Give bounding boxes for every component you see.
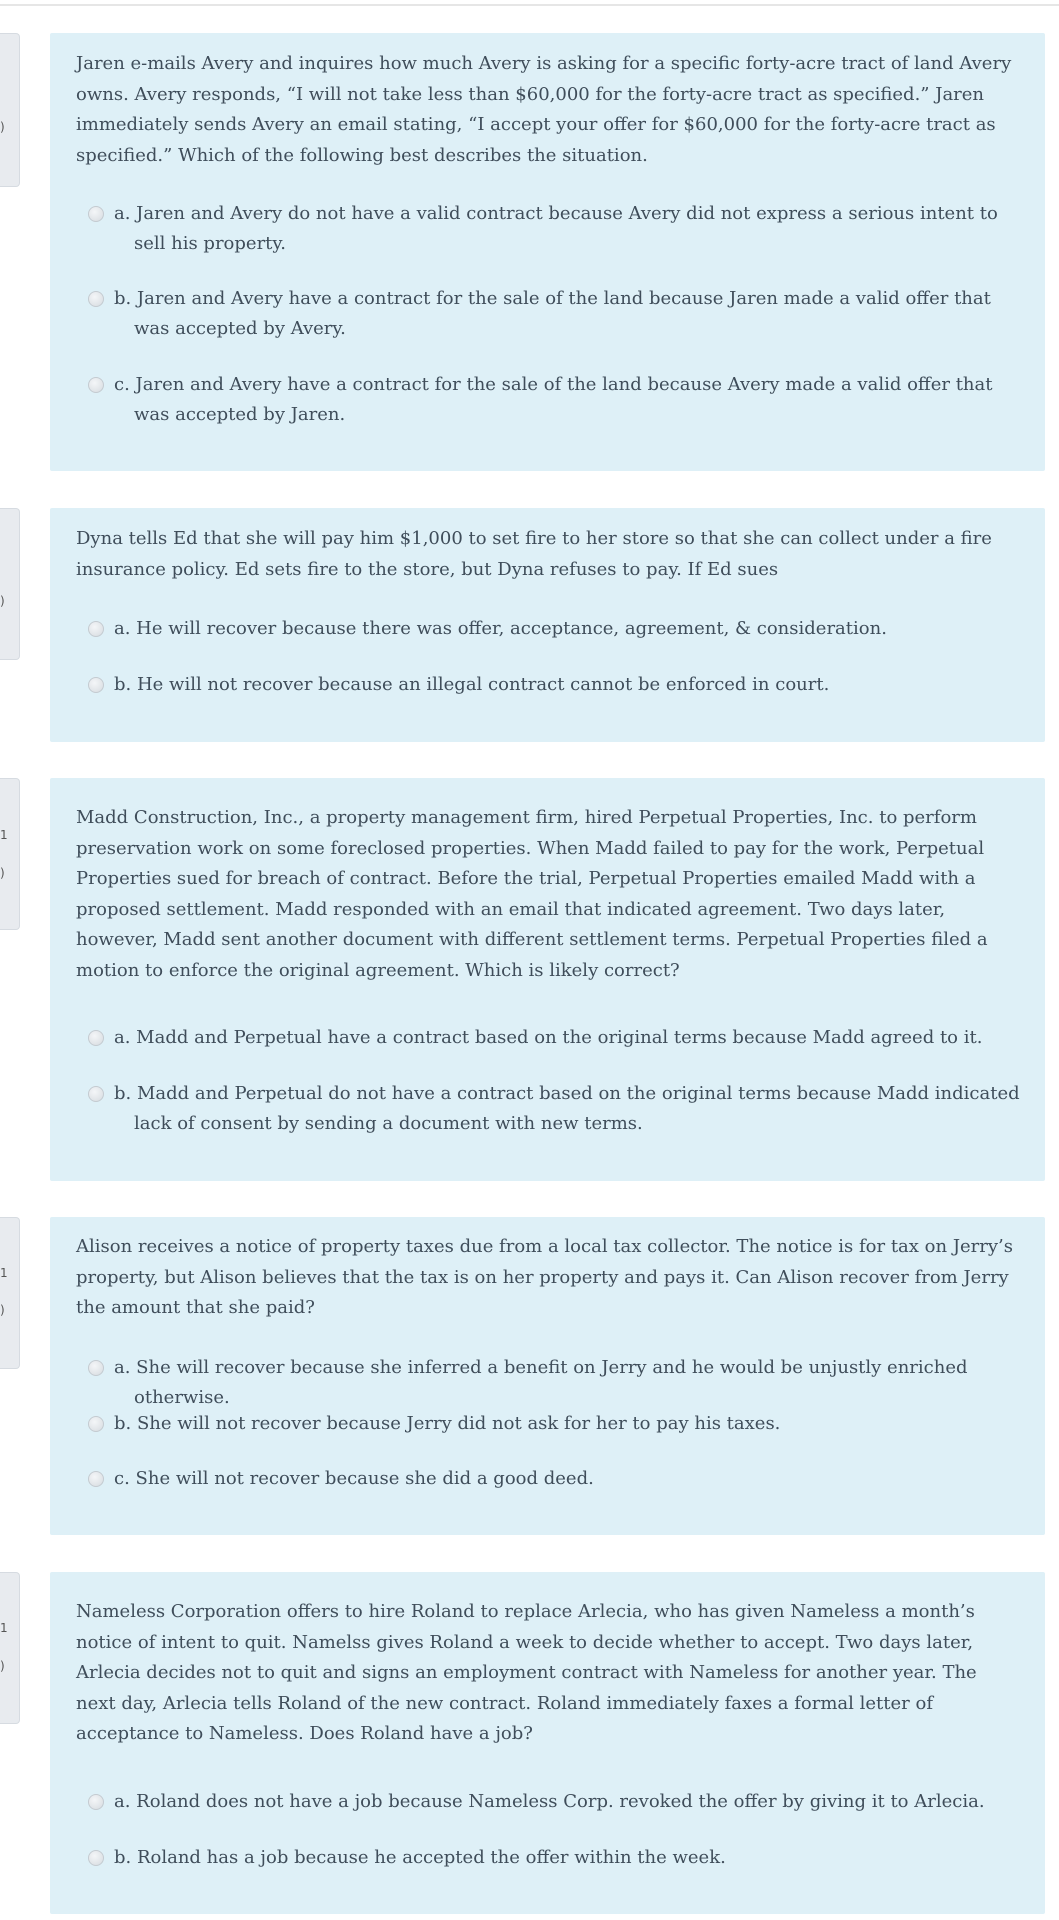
answer-option-b[interactable] (88, 1843, 1025, 1873)
answer-option-label[interactable]: a. He will recover because there was offer, acceptance, agreement, & consideration. (114, 618, 887, 639)
answer-option-label[interactable]: a. Roland does not have a job because Nameless Corp. revoked the offer by giving it to Arlecia. (114, 1791, 985, 1812)
answer-option-b[interactable] (88, 1079, 1025, 1139)
answer-option-label[interactable]: a. Madd and Perpetual have a contract based on the original terms because Madd agreed to it. (114, 1027, 983, 1048)
answer-option-b[interactable] (88, 1409, 1025, 1439)
answer-option-label[interactable]: b. Jaren and Avery have a contract for the sale of the land because Jaren made a valid offer that was accepted by Avery. (114, 288, 991, 339)
question-status-mark: ) (0, 120, 5, 134)
answer-option-c[interactable] (88, 370, 1025, 430)
answer-option-label[interactable]: a. She will recover because she inferred a benefit on Jerry and he would be unjustly enriched otherwise. (114, 1357, 968, 1408)
answer-option-a[interactable] (88, 1787, 1025, 1817)
answer-option-a[interactable] (88, 1023, 1025, 1053)
radio-button[interactable] (88, 1416, 104, 1432)
question-status-mark: ) (0, 1303, 5, 1317)
radio-button[interactable] (88, 621, 104, 637)
radio-button[interactable] (88, 377, 104, 393)
radio-button[interactable] (88, 1794, 104, 1810)
answer-option-label[interactable]: c. She will not recover because she did a good deed. (114, 1468, 594, 1489)
answer-option-b[interactable] (88, 284, 1025, 344)
radio-button[interactable] (88, 206, 104, 222)
question-status-tab[interactable] (0, 778, 20, 930)
answer-option-b[interactable] (88, 670, 1025, 700)
radio-button[interactable] (88, 1850, 104, 1866)
question-status-tab[interactable] (0, 508, 20, 660)
question-stem: Nameless Corporation offers to hire Roland to replace Arlecia, who has given Nameless a month’s notice of intent to quit. Namelss gives Roland a week to decide whether to accept. Two days later, Arlecia decides not to quit and signs an employment contract with Nameless for another year. The next day, Arlecia tells Roland of the new contract. Roland immediately faxes a formal letter of acceptance to Nameless. Does Roland have a job? (76, 1601, 977, 1744)
question-card (50, 1217, 1045, 1535)
answer-option-label[interactable]: b. He will not recover because an illegal contract cannot be enforced in court. (114, 674, 830, 695)
top-divider (0, 4, 1059, 6)
radio-button[interactable] (88, 1030, 104, 1046)
question-stem: Jaren e-mails Avery and inquires how much Avery is asking for a specific forty-acre tract of land Avery owns. Avery responds, “I will not take less than $60,000 for the forty-acre tract as specified.” Jaren immediately sends Avery an email stating, “I accept your offer for $60,000 for the forty-acre tract as specified.” Which of the following best describes the situation. (76, 53, 1012, 166)
question-status-tab[interactable] (0, 33, 20, 187)
question-card (50, 33, 1045, 471)
answer-option-label[interactable]: a. Jaren and Avery do not have a valid contract because Avery did not express a serious intent to sell his property. (114, 203, 998, 254)
question-card (50, 1572, 1045, 1914)
radio-button[interactable] (88, 1360, 104, 1376)
question-stem: Madd Construction, Inc., a property management firm, hired Perpetual Properties, Inc. to perform preservation work on some foreclosed properties. When Madd failed to pay for the work, Perpetual Properties sued for breach of contract. Before the trial, Perpetual Properties emailed Madd with a proposed settlement. Madd responded with an email that indicated agreement. Two days later, however, Madd sent another document with different settlement terms. Perpetual Properties filed a motion to enforce the original agreement. Which is likely correct? (76, 807, 988, 981)
question-status-mark: 1 (0, 828, 8, 842)
radio-button[interactable] (88, 291, 104, 307)
question-status-mark: 1 (0, 1621, 8, 1635)
answer-option-a[interactable] (88, 1353, 1025, 1413)
answer-option-label[interactable]: b. She will not recover because Jerry did not ask for her to pay his taxes. (114, 1413, 781, 1434)
question-status-mark: 1 (0, 1266, 8, 1280)
answer-option-label[interactable]: c. Jaren and Avery have a contract for the sale of the land because Avery made a valid offer that was accepted by Jaren. (114, 374, 993, 425)
question-status-mark: ) (0, 594, 5, 608)
question-status-mark: ) (0, 866, 5, 880)
question-status-mark: ) (0, 1659, 5, 1673)
question-card (50, 778, 1045, 1181)
question-status-tab[interactable] (0, 1217, 20, 1369)
question-status-tab[interactable] (0, 1572, 20, 1724)
answer-option-label[interactable]: b. Roland has a job because he accepted the offer within the week. (114, 1847, 726, 1868)
answer-option-label[interactable]: b. Madd and Perpetual do not have a contract based on the original terms because Madd indicated lack of consent by sending a document with new terms. (114, 1083, 1020, 1134)
radio-button[interactable] (88, 1086, 104, 1102)
radio-button[interactable] (88, 677, 104, 693)
question-stem: Alison receives a notice of property taxes due from a local tax collector. The notice is for tax on Jerry’s property, but Alison believes that the tax is on her property and pays it. Can Alison recover from Jerry the amount that she paid? (76, 1236, 1014, 1318)
radio-button[interactable] (88, 1471, 104, 1487)
answer-option-a[interactable] (88, 199, 1025, 259)
answer-option-a[interactable] (88, 614, 1025, 644)
question-stem: Dyna tells Ed that she will pay him $1,000 to set fire to her store so that she can collect under a fire insurance policy. Ed sets fire to the store, but Dyna refuses to pay. If Ed sues (76, 528, 992, 580)
question-card (50, 508, 1045, 742)
answer-option-c[interactable] (88, 1464, 1025, 1494)
